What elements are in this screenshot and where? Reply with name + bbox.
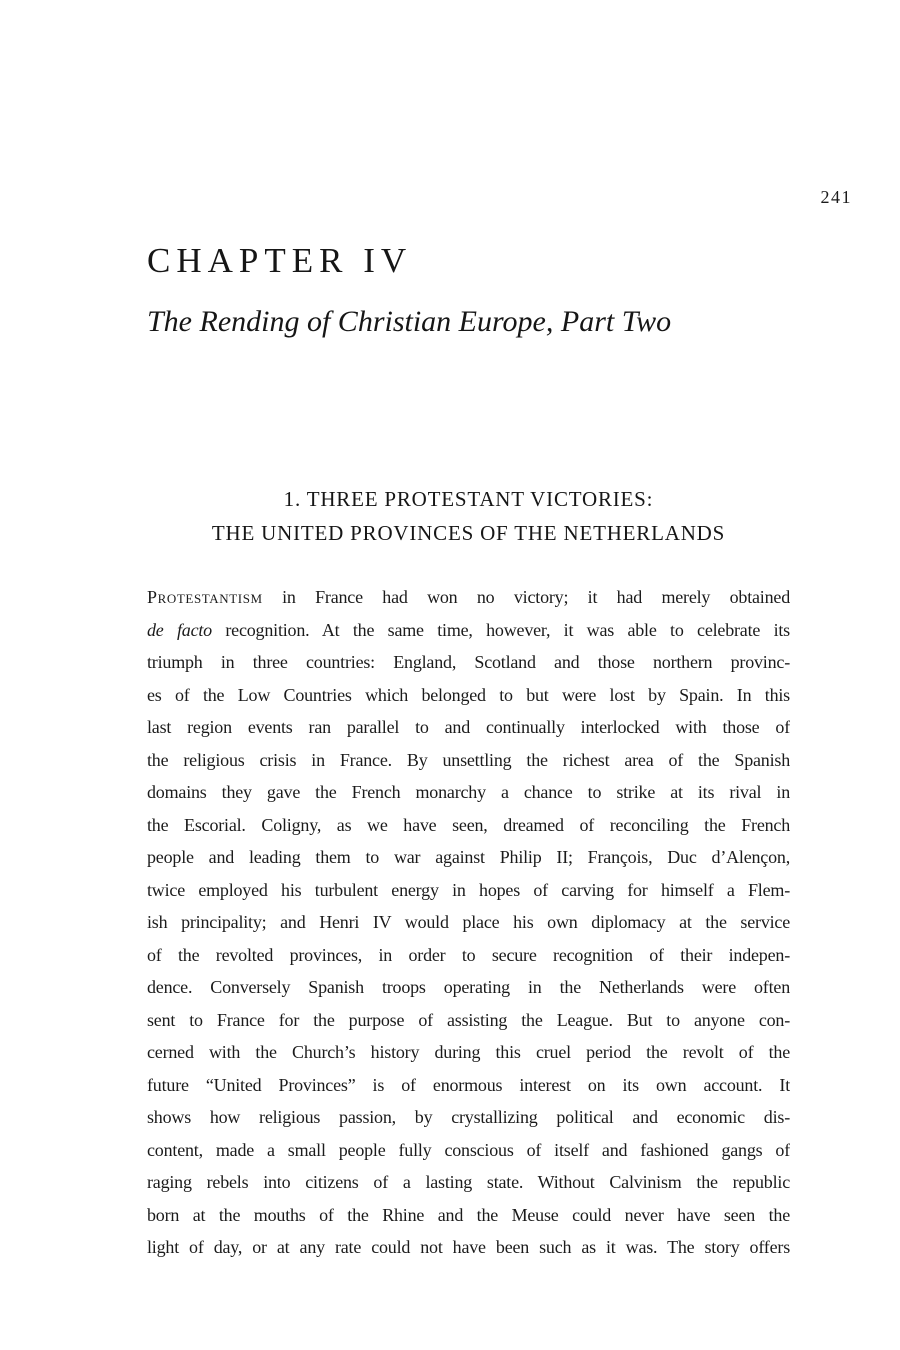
paragraph-line: cerned with the Church’s history during this cruel period the revolt of the bbox=[147, 1042, 790, 1062]
paragraph-line: last region events ran parallel to and continually interlocked with those of bbox=[147, 717, 790, 737]
section-heading bbox=[147, 483, 790, 550]
paragraph-line: raging rebels into citizens of a lasting state. Without Calvinism the republic bbox=[147, 1172, 790, 1192]
section-heading-line-2: THE UNITED PROVINCES OF THE NETHERLANDS bbox=[211, 520, 726, 545]
section-heading-line-1: 1. THREE PROTESTANT VICTORIES: bbox=[283, 487, 654, 511]
paragraph-line: the Escorial. Coligny, as we have seen, dreamed of reconciling the French bbox=[147, 814, 790, 835]
paragraph-line: dence. Conversely Spanish troops operating in the Netherlands were often bbox=[147, 977, 790, 997]
paragraph-line bbox=[147, 581, 790, 614]
paragraph-line: people and leading them to war against Philip II; François, Duc d’Alençon, bbox=[147, 847, 790, 867]
body-paragraph bbox=[147, 581, 790, 1264]
smallcaps-word: Protestantism bbox=[147, 587, 263, 607]
paragraph-line: content, made a small people fully conscious of itself and fashioned gangs of bbox=[147, 1139, 790, 1160]
line-text: recognition. At the same time, however, it was able to celebrate its bbox=[211, 619, 790, 640]
paragraph-line: future “United Provinces” is of enormous interest on its own account. It bbox=[147, 1074, 790, 1095]
chapter-subtitle: The Rending of Christian Europe, Part Two bbox=[147, 305, 672, 338]
chapter-heading: CHAPTER IV bbox=[147, 241, 413, 280]
paragraph-line: of the revolted provinces, in order to secure recognition of their indepen- bbox=[147, 944, 790, 965]
paragraph-line: the religious crisis in France. By unsettling the richest area of the Spanish bbox=[147, 749, 790, 770]
page-number: 241 bbox=[820, 187, 852, 207]
paragraph-line: triumph in three countries: England, Scotland and those northern provinc- bbox=[147, 652, 790, 672]
paragraph-line: ish principality; and Henri IV would place his own diplomacy at the service bbox=[147, 912, 790, 932]
italic-phrase: de facto bbox=[147, 619, 212, 640]
paragraph-line: es of the Low Countries which belonged to but were lost by Spain. In this bbox=[147, 684, 790, 705]
paragraph-line bbox=[147, 614, 790, 647]
paragraph-line: born at the mouths of the Rhine and the Meuse could never have seen the bbox=[147, 1204, 790, 1225]
paragraph-line: domains they gave the French monarchy a chance to strike at its rival in bbox=[147, 782, 790, 802]
paragraph-line: twice employed his turbulent energy in hopes of carving for himself a Flem- bbox=[147, 879, 790, 900]
paragraph-line: light of day, or at any rate could not have been such as it was. The story offers bbox=[147, 1237, 790, 1257]
paragraph-line: sent to France for the purpose of assisting the League. But to anyone con- bbox=[147, 1009, 790, 1030]
line-text: in France had won no victory; it had merely obtained bbox=[262, 587, 790, 607]
paragraph-line: shows how religious passion, by crystallizing political and economic dis- bbox=[147, 1107, 790, 1127]
